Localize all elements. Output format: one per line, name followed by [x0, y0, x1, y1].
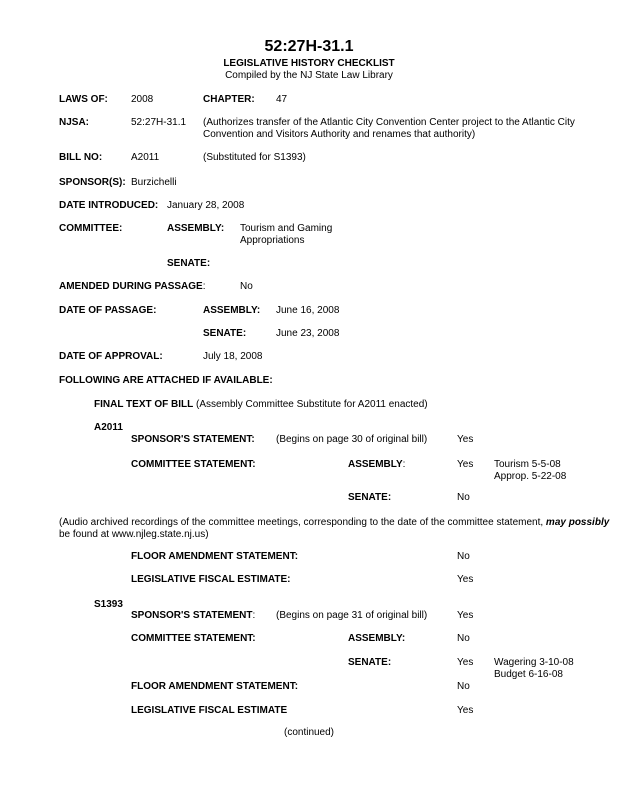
laws-of-value: 2008	[131, 94, 154, 105]
committee-senate-label: SENATE:	[167, 258, 211, 269]
a2011-committee-assembly-note2: Approp. 5-22-08	[494, 471, 567, 482]
s1393-label: S1393	[94, 599, 123, 610]
njsa-label: NJSA:	[59, 117, 90, 128]
s1393-floor-amendment-label: FLOOR AMENDMENT STATEMENT:	[131, 681, 299, 692]
continued-note: (continued)	[283, 727, 335, 738]
page-title: 52:27H-31.1	[264, 38, 354, 55]
s1393-committee-assembly-label: ASSEMBLY:	[348, 633, 406, 644]
compiled-by: Compiled by the NJ State Law Library	[225, 70, 393, 81]
njsa-description-line2: Convention and Visitors Authority and renames that authority)	[203, 129, 476, 140]
a2011-floor-amendment-value: No	[457, 551, 470, 562]
s1393-fiscal-estimate-label: LEGISLATIVE FISCAL ESTIMATE	[131, 705, 288, 716]
passage-assembly-value: June 16, 2008	[276, 305, 340, 316]
audio-note-line2: be found at www.njleg.state.nj.us)	[59, 529, 209, 540]
s1393-committee-senate-value: Yes	[457, 657, 474, 668]
njsa-value: 52:27H-31.1	[131, 117, 187, 128]
njsa-description-line1: (Authorizes transfer of the Atlantic City Convention Center project to the Atlantic City	[203, 117, 575, 128]
a2011-committee-senate-label: SENATE:	[348, 492, 392, 503]
audio-note-line1: (Audio archived recordings of the committee meetings, corresponding to the date of the committee statement, may possibly	[59, 517, 610, 528]
a2011-fiscal-estimate-value: Yes	[457, 574, 474, 585]
sponsors-value: Burzichelli	[131, 177, 177, 188]
a2011-sponsor-statement-note: (Begins on page 30 of original bill)	[276, 434, 428, 445]
a2011-sponsor-statement-label: SPONSOR'S STATEMENT:	[131, 434, 255, 445]
passage-assembly-label: ASSEMBLY:	[203, 305, 261, 316]
laws-of-label: LAWS OF:	[59, 94, 108, 105]
committee-assembly-line1: Tourism and Gaming	[240, 223, 333, 234]
a2011-floor-amendment-label: FLOOR AMENDMENT STATEMENT:	[131, 551, 299, 562]
bill-no-note: (Substituted for S1393)	[203, 152, 306, 163]
s1393-committee-assembly-value: No	[457, 633, 470, 644]
a2011-committee-assembly-value: Yes	[457, 459, 474, 470]
date-introduced-value: January 28, 2008	[167, 200, 245, 211]
committee-label: COMMITTEE:	[59, 223, 123, 234]
page-subtitle: LEGISLATIVE HISTORY CHECKLIST	[223, 58, 395, 69]
date-introduced-label: DATE INTRODUCED:	[59, 200, 159, 211]
a2011-committee-assembly-label: ASSEMBLY:	[348, 459, 406, 470]
a2011-committee-statement-label: COMMITTEE STATEMENT:	[131, 459, 256, 470]
attached-heading: FOLLOWING ARE ATTACHED IF AVAILABLE:	[59, 375, 273, 386]
bill-no-label: BILL NO:	[59, 152, 103, 163]
a2011-committee-senate-value: No	[457, 492, 470, 503]
chapter-label: CHAPTER:	[203, 94, 255, 105]
committee-assembly-line2: Appropriations	[240, 235, 305, 246]
passage-label: DATE OF PASSAGE:	[59, 305, 157, 316]
passage-senate-value: June 23, 2008	[276, 328, 340, 339]
approval-label: DATE OF APPROVAL:	[59, 351, 163, 362]
s1393-committee-statement-label: COMMITTEE STATEMENT:	[131, 633, 256, 644]
amended-label: AMENDED DURING PASSAGE:	[59, 281, 206, 292]
s1393-fiscal-estimate-value: Yes	[457, 705, 474, 716]
a2011-committee-assembly-note1: Tourism 5-5-08	[494, 459, 561, 470]
s1393-sponsor-statement-note: (Begins on page 31 of original bill)	[276, 610, 428, 621]
s1393-floor-amendment-value: No	[457, 681, 470, 692]
passage-senate-label: SENATE:	[203, 328, 247, 339]
final-text-line: FINAL TEXT OF BILL (Assembly Committee Substitute for A2011 enacted)	[94, 399, 428, 410]
s1393-sponsor-statement-value: Yes	[457, 610, 474, 621]
approval-value: July 18, 2008	[203, 351, 263, 362]
a2011-sponsor-statement-value: Yes	[457, 434, 474, 445]
a2011-fiscal-estimate-label: LEGISLATIVE FISCAL ESTIMATE:	[131, 574, 291, 585]
s1393-committee-senate-note1: Wagering 3-10-08	[494, 657, 574, 668]
a2011-label: A2011	[94, 422, 123, 433]
sponsors-label: SPONSOR(S):	[59, 177, 126, 188]
s1393-sponsor-statement-label: SPONSOR'S STATEMENT:	[131, 610, 256, 621]
committee-assembly-label: ASSEMBLY:	[167, 223, 225, 234]
s1393-committee-senate-note2: Budget 6-16-08	[494, 669, 563, 680]
s1393-committee-senate-label: SENATE:	[348, 657, 392, 668]
bill-no-value: A2011	[131, 152, 160, 163]
chapter-value: 47	[276, 94, 288, 105]
amended-value: No	[240, 281, 253, 292]
